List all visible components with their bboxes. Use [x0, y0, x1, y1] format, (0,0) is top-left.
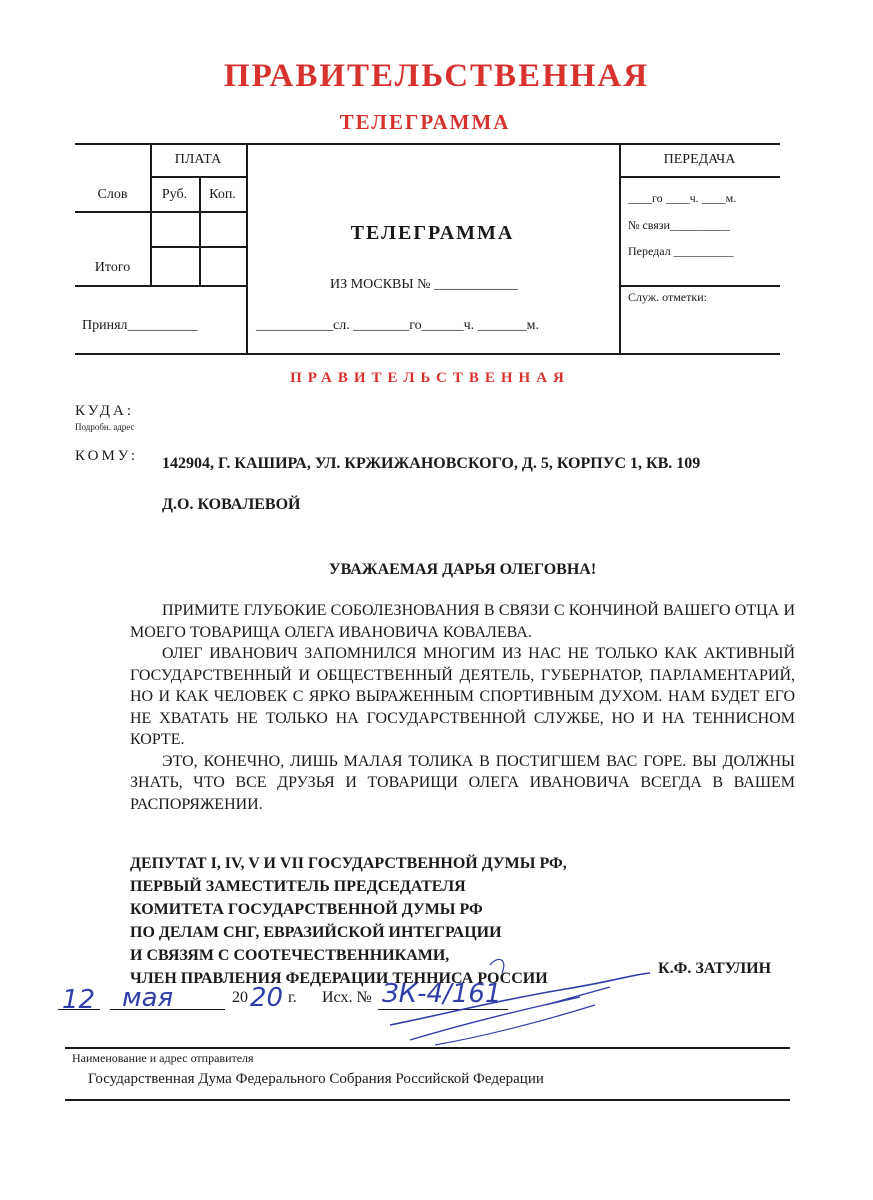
government-band: ПРАВИТЕЛЬСТВЕННАЯ [290, 370, 570, 386]
sender-name: Государственная Дума Федерального Собрания Российской Федерации [88, 1071, 544, 1087]
signature-line: И СВЯЗЯМ С СООТЕЧЕСТВЕННИКАМИ, [130, 947, 450, 964]
paragraph: ОЛЕГ ИВАНОВИЧ ЗАПОМНИЛСЯ МНОГИМ ИЗ НАС НЕ ТОЛЬКО КАК АКТИВНЫЙ ГОСУДАРСТВЕННЫЙ И ОБЩЕСТВЕННЫЙ ДЕЯТЕЛЬ, ГУБЕРНАТОР, ПАРЛАМЕНТАРИЙ, НО И КАК ЧЕЛОВЕК С ЯРКО ВЫРАЖЕННЫМ СПОРТИВНЫМ ДУХОМ. НАМ БУДЕТ ЕГО НЕ ХВАТАТЬ НЕ ТОЛЬКО НА ГОСУДАРСТВЕННОЙ СЛУЖБЕ, НО И НА ТЕННИСНОМ КОРТЕ. [130, 645, 795, 748]
plata-label: ПЛАТА [174, 152, 222, 167]
signature-line: ПО ДЕЛАМ СНГ, ЕВРАЗИЙСКОЙ ИНТЕГРАЦИИ [130, 924, 502, 941]
slov-label: Слов [97, 187, 128, 202]
kuda-label: КУДА: [75, 403, 135, 419]
form-center-title: ТЕЛЕГРАММА [350, 222, 515, 244]
peredal-label: Передал __________ [628, 244, 734, 258]
signature-line: ПЕРВЫЙ ЗАМЕСТИТЕЛЬ ПРЕДСЕДАТЕЛЯ [130, 878, 466, 895]
greeting: УВАЖАЕМАЯ ДАРЬЯ ОЛЕГОВНА! [328, 561, 597, 578]
time-line: ____го ____ч. ____м. [628, 191, 737, 205]
itogo-label: Итого [94, 260, 131, 275]
handwritten-signature [380, 945, 660, 1055]
center-bottom-line: ___________сл. ________го______ч. _______м. [256, 318, 539, 333]
paragraph: ПРИМИТЕ ГЛУБОКИЕ СОБОЛЕЗНОВАНИЯ В СВЯЗИ С КОНЧИНОЙ ВАШЕГО ОТЦА И МОЕГО ТОВАРИЩА ОЛЕГА ИВАНОВИЧА КОВАЛЕВА. [130, 602, 795, 641]
kop-label: Коп. [209, 187, 236, 202]
header-subtitle: ТЕЛЕГРАММА [339, 110, 511, 134]
date-day: 12 [62, 985, 96, 1015]
peredacha-label: ПЕРЕДАЧА [663, 152, 736, 167]
signer-name: К.Ф. ЗАТУЛИН [658, 960, 772, 977]
svyazi-label: № связи__________ [628, 218, 730, 232]
iz-moskvy-label: ИЗ МОСКВЫ № ____________ [330, 277, 518, 292]
paragraph: ЭТО, КОНЕЧНО, ЛИШЬ МАЛАЯ ТОЛИКА В ПОСТИГШЕМ ВАС ГОРЕ. ВЫ ДОЛЖНЫ ЗНАТЬ, ЧТО ВСЕ ДРУЗЬЯ И ТОВАРИЩИ ОЛЕГА ИВАНОВИЧА ВСЕГДА В ВАШЕМ РАСПОРЯЖЕНИИ. [130, 752, 795, 813]
date-year-hand: 20 [250, 983, 284, 1013]
date-year-prefix: 20 [232, 989, 248, 1006]
kuda-hint: Подробн. адрес [75, 422, 135, 432]
message-body [130, 600, 795, 815]
rub-label: Руб. [161, 187, 188, 202]
ish-label: Исх. № [322, 989, 372, 1006]
signature-line: КОМИТЕТА ГОСУДАРСТВЕННОЙ ДУМЫ РФ [130, 901, 483, 918]
sluzh-label: Служ. отметки: [628, 290, 707, 304]
address-line: 142904, Г. КАШИРА, УЛ. КРЖИЖАНОВСКОГО, Д. 5, КОРПУС 1, КВ. 109 [162, 455, 701, 472]
date-year-suffix: г. [288, 989, 297, 1006]
header-title: ПРАВИТЕЛЬСТВЕННАЯ [223, 58, 650, 94]
signature-line: ДЕПУТАТ I, IV, V И VII ГОСУДАРСТВЕННОЙ ДУМЫ РФ, [130, 855, 567, 872]
signature-line: ЧЛЕН ПРАВЛЕНИЯ ФЕДЕРАЦИИ ТЕННИСА РОССИИ [130, 970, 548, 987]
prinyal-label: Принял__________ [82, 318, 198, 333]
ish-number: ЗК-4/161 [382, 979, 502, 1009]
komu-label: КОМУ: [75, 448, 139, 464]
sender-label: Наименование и адрес отправителя [72, 1051, 254, 1065]
recipient-name: Д.О. КОВАЛЕВОЙ [162, 496, 301, 513]
date-month: мая [122, 983, 174, 1013]
